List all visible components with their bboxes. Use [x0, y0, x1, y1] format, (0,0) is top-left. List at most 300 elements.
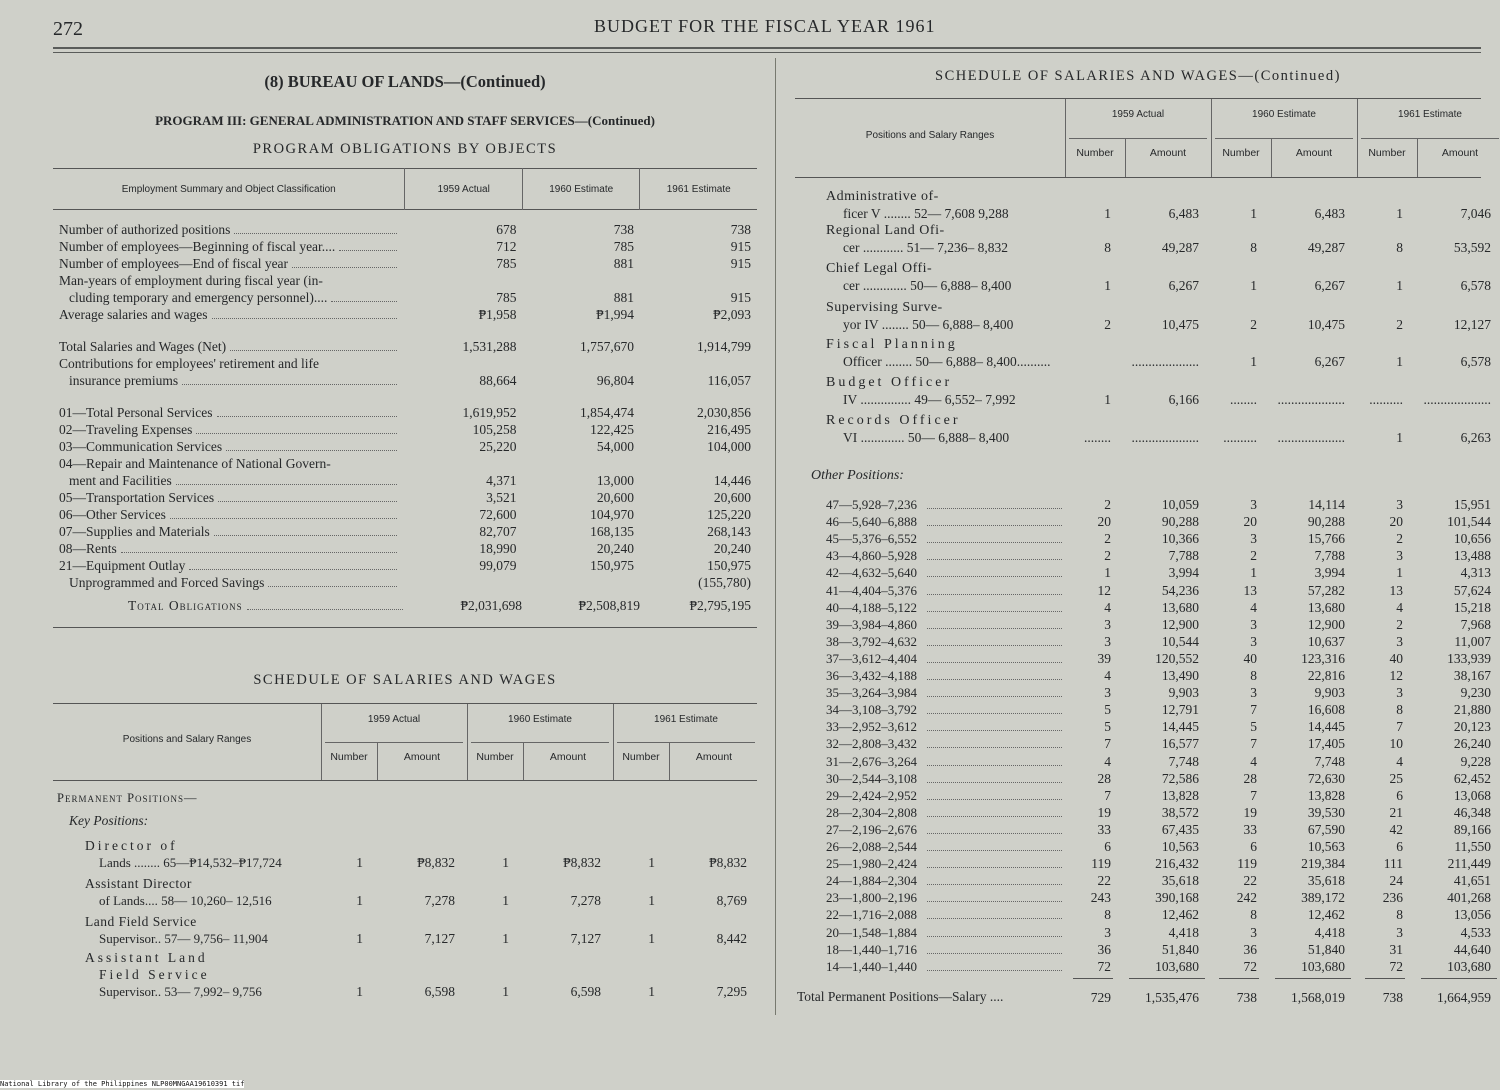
schedule-amount: 57,624 — [1453, 583, 1491, 598]
schedule-amount: 51,840 — [1161, 942, 1199, 957]
schedule-number: 8 — [1104, 907, 1111, 922]
schedule-amount: 13,488 — [1453, 548, 1491, 563]
obj-header-classification: Employment Summary and Object Classification — [53, 169, 405, 210]
schedule-amount: 4,418 — [1168, 925, 1199, 940]
other-position-row — [826, 942, 1062, 958]
schedule-amount: 14,445 — [1307, 719, 1345, 734]
obj-row-value: 1,757,670 — [579, 338, 634, 354]
schedule-amount: 7,788 — [1314, 548, 1345, 563]
schedule-number: 3 — [1104, 925, 1111, 940]
other-position-range: 26—2,088–2,544 — [826, 839, 917, 854]
obj-row-value: (155,780) — [698, 574, 751, 590]
obj-header-1961: 1961 Estimate — [666, 183, 731, 195]
schedule-amount: 26,240 — [1453, 736, 1491, 751]
schedule-number: 8 — [1396, 702, 1403, 717]
schedule-number: 3 — [1250, 531, 1257, 546]
obj-row-value — [405, 574, 523, 591]
obj-row-label: Number of employees—End of fiscal year — [59, 255, 289, 271]
obj-row-value: 2,030,856 — [697, 404, 751, 420]
schedule-number: 8 — [1104, 240, 1111, 255]
total-rule — [1275, 978, 1351, 979]
schedule-amount: 72,630 — [1307, 771, 1345, 786]
schedule-amount: 16,608 — [1307, 702, 1345, 717]
schedule-number: 3 — [1396, 497, 1403, 512]
schedule-amount: 10,656 — [1453, 531, 1491, 546]
total-1960: ₱2,508,819 — [578, 598, 640, 613]
obj-header-1959: 1959 Actual — [405, 169, 523, 210]
schedule-header-subrule — [1361, 138, 1499, 139]
obj-row-value: 88,664 — [479, 372, 517, 388]
schedule-amount: 15,766 — [1307, 531, 1345, 546]
schedule-amount: 101,544 — [1447, 514, 1491, 529]
schedule-amount: 120,552 — [1155, 651, 1199, 666]
schedule-header-year: 1960 Estimate — [508, 714, 572, 725]
obj-row-label: 02—Traveling Expenses — [59, 421, 193, 437]
schedule-amount: 57,282 — [1307, 583, 1345, 598]
other-position-range: 39—3,984–4,860 — [826, 617, 917, 632]
other-position-range: 28—2,304–2,808 — [826, 805, 917, 820]
other-position-row — [826, 668, 1062, 684]
obj-row-label: 01—Total Personal Services — [59, 404, 213, 420]
obj-row-value: 712 — [496, 238, 517, 254]
obj-row-value: 82,707 — [479, 523, 517, 539]
schedule-number: 6 — [1104, 839, 1111, 854]
obj-row-label: ment and Facilities — [69, 472, 172, 488]
other-position-row — [826, 771, 1062, 787]
other-position-range: 47—5,928–7,236 — [826, 497, 917, 512]
obj-row-value: 20,600 — [713, 489, 751, 505]
obj-row — [53, 289, 757, 306]
schedule-amount: 13,068 — [1453, 788, 1491, 803]
other-position-range: 23—1,800–2,196 — [826, 890, 917, 905]
schedule-number: 3 — [1250, 634, 1257, 649]
schedule-amount: 389,172 — [1301, 890, 1345, 905]
schedule-header-number: Number — [1368, 147, 1406, 159]
schedule-amount: 35,618 — [1307, 873, 1345, 888]
obj-header-1960: 1960 Estimate — [522, 169, 640, 210]
schedule-number: 12 — [1097, 583, 1111, 598]
obj-row-value: 1,531,288 — [462, 338, 517, 354]
other-positions-label: Other Positions: — [811, 468, 904, 483]
schedule-amount: 6,263 — [1460, 430, 1491, 445]
schedule-number: 4 — [1396, 754, 1403, 769]
obj-row-value: 268,143 — [707, 523, 751, 539]
schedule-number: 242 — [1236, 890, 1257, 905]
obj-row — [53, 372, 757, 389]
schedule-number: 111 — [1383, 856, 1403, 871]
schedule-number: 1 — [1250, 278, 1257, 293]
schedule-amount: ₱8,832 — [709, 855, 747, 870]
obj-row — [53, 506, 757, 523]
obj-row-value: ₱2,093 — [713, 306, 751, 322]
other-position-row — [826, 651, 1062, 667]
schedule-number: 1 — [1396, 430, 1403, 445]
schedule-number: 19 — [1097, 805, 1111, 820]
schedule-amount: 401,268 — [1447, 890, 1491, 905]
header-rule-2 — [53, 52, 1481, 53]
obj-row-value: 785 — [496, 289, 517, 305]
obj-row-value — [640, 272, 757, 289]
obj-row-value: 168,135 — [590, 523, 634, 539]
schedule-amount: 90,288 — [1161, 514, 1199, 529]
obj-row-value: 13,000 — [596, 472, 634, 488]
obj-row-label: 03—Communication Services — [59, 438, 223, 454]
other-position-row — [826, 925, 1062, 941]
obj-row-value — [405, 272, 523, 289]
obj-row — [53, 272, 757, 289]
schedule-amount: 13,056 — [1453, 907, 1491, 922]
schedule-amount: 62,452 — [1453, 771, 1491, 786]
schedule-amount: 4,533 — [1460, 925, 1491, 940]
other-position-row — [826, 514, 1062, 530]
schedule-number: 1 — [1396, 206, 1403, 221]
schedule-header-year: 1961 Estimate — [654, 714, 718, 725]
schedule-number: 1 — [1104, 392, 1111, 407]
schedule-amount: 9,230 — [1460, 685, 1491, 700]
schedule-number: 243 — [1090, 890, 1111, 905]
schedule-amount: 133,939 — [1447, 651, 1491, 666]
obj-row-label: 06—Other Services — [59, 506, 166, 522]
schedule-amount: 1,568,019 — [1291, 990, 1345, 1005]
schedule-amount: 6,483 — [1168, 206, 1199, 221]
schedule-amount: 14,445 — [1161, 719, 1199, 734]
schedule-amount: 7,046 — [1460, 206, 1491, 221]
schedule-header-subrule — [1215, 138, 1353, 139]
schedule-amount: 49,287 — [1161, 240, 1199, 255]
other-position-row — [826, 565, 1062, 581]
schedule-number: 3 — [1104, 617, 1111, 632]
schedule-number: 6 — [1396, 788, 1403, 803]
schedule-amount: 3,994 — [1314, 565, 1345, 580]
other-position-row — [826, 719, 1062, 735]
schedule-amount: 103,680 — [1447, 959, 1491, 974]
obj-row-value — [522, 272, 640, 289]
key-position-title: Director of — [85, 838, 178, 853]
other-position-row — [826, 959, 1062, 975]
schedule-amount: 11,007 — [1454, 634, 1491, 649]
schedule-amount: 7,278 — [570, 893, 601, 908]
schedule-number: 33 — [1243, 822, 1257, 837]
other-position-range: 46—5,640–6,888 — [826, 514, 917, 529]
schedule-number: 1 — [1104, 565, 1111, 580]
schedule-amount: 39,530 — [1307, 805, 1345, 820]
left-schedule-header — [53, 703, 757, 781]
obj-row-label: Total Salaries and Wages (Net) — [59, 338, 227, 354]
other-position-range: 14—1,440–1,440 — [826, 959, 917, 974]
schedule-number: 729 — [1090, 990, 1111, 1005]
obj-row — [53, 255, 757, 272]
other-position-range: 40—4,188–5,122 — [826, 600, 917, 615]
schedule-number: 1 — [502, 855, 509, 870]
schedule-amount: 6,267 — [1314, 354, 1345, 369]
schedule-number: 72 — [1243, 959, 1257, 974]
obj-row-value: 150,975 — [590, 557, 634, 573]
schedule-number: 1 — [1250, 206, 1257, 221]
schedule-number: 4 — [1104, 668, 1111, 683]
schedule-header-amount: Amount — [695, 751, 733, 763]
column-divider — [775, 58, 776, 1015]
schedule-amount: 13,828 — [1307, 788, 1345, 803]
schedule-amount: 103,680 — [1301, 959, 1345, 974]
obligations-table — [53, 168, 757, 591]
other-position-range: 35—3,264–3,984 — [826, 685, 917, 700]
other-position-row — [826, 600, 1062, 616]
obj-row-value — [640, 455, 757, 472]
schedule-amount: .................... — [1131, 354, 1199, 369]
obj-row-label: Number of authorized positions — [59, 221, 231, 237]
schedule-amount: 10,563 — [1307, 839, 1345, 854]
other-position-row — [826, 754, 1062, 770]
schedule-amount: 20,123 — [1453, 719, 1491, 734]
schedule-number: 20 — [1389, 514, 1403, 529]
schedule-amount: 4,418 — [1314, 925, 1345, 940]
schedule-number: 2 — [1104, 317, 1111, 332]
schedule-number: 7 — [1250, 736, 1257, 751]
total-rule — [1421, 978, 1497, 979]
schedule-number: 20 — [1243, 514, 1257, 529]
schedule-number: 1 — [648, 855, 655, 870]
obj-row-value: 1,914,799 — [697, 338, 751, 354]
schedule-amount: 10,544 — [1161, 634, 1199, 649]
schedule-number: 6 — [1250, 839, 1257, 854]
obj-row-value: 20,240 — [713, 540, 751, 556]
other-position-range: 25—1,980–2,424 — [826, 856, 917, 871]
schedule-number: 1 — [502, 893, 509, 908]
obj-row-label: cluding temporary and emergency personnel).... — [69, 289, 328, 305]
schedule-number: 738 — [1382, 990, 1403, 1005]
obj-row — [53, 455, 757, 472]
schedule-amount: 10,059 — [1161, 497, 1199, 512]
other-position-row — [826, 856, 1062, 872]
schedule-number: 20 — [1097, 514, 1111, 529]
schedule-amount: 9,903 — [1314, 685, 1345, 700]
key-position-title: Assistant Director — [85, 876, 192, 891]
header-rule — [53, 47, 1481, 49]
key-position-range: ficer V ........ 52— 7,608 9,288 — [843, 206, 1009, 221]
schedule-number: 39 — [1097, 651, 1111, 666]
obj-row-value: 99,079 — [479, 557, 517, 573]
obj-row-label: Number of employees—Beginning of fiscal year.... — [59, 238, 336, 254]
obj-row — [53, 421, 757, 438]
other-position-range: 41—4,404–5,376 — [826, 583, 917, 598]
schedule-amount: 13,828 — [1161, 788, 1199, 803]
schedule-number: 1 — [356, 893, 363, 908]
obj-row — [53, 489, 757, 506]
key-position-title: Land Field Service — [85, 914, 197, 929]
schedule-number: 1 — [648, 984, 655, 999]
schedule-amount: ₱8,832 — [563, 855, 601, 870]
schedule-amount: 3,994 — [1168, 565, 1199, 580]
schedule-number: 36 — [1243, 942, 1257, 957]
right-schedule-header — [795, 98, 1481, 178]
other-position-row — [826, 634, 1062, 650]
schedule-number: 22 — [1097, 873, 1111, 888]
total-rule — [1073, 978, 1113, 979]
schedule-amount: 8,769 — [716, 893, 747, 908]
total-rule — [1365, 978, 1405, 979]
obj-row-label: 04—Repair and Maintenance of National Govern- — [59, 455, 331, 471]
schedule-number: 3 — [1250, 617, 1257, 632]
schedule-number: 8 — [1396, 240, 1403, 255]
obj-row-value: 116,057 — [707, 372, 751, 388]
obj-row-value: 122,425 — [590, 421, 634, 437]
schedule-number: 5 — [1250, 719, 1257, 734]
schedule-amount: 7,127 — [570, 931, 601, 946]
other-position-range: 43—4,860–5,928 — [826, 548, 917, 563]
schedule-number: 1 — [1250, 565, 1257, 580]
schedule-amount: 54,236 — [1161, 583, 1199, 598]
schedule-amount: 6,483 — [1314, 206, 1345, 221]
other-position-range: 36—3,432–4,188 — [826, 668, 917, 683]
key-position-range: Supervisor.. 57— 9,756– 11,904 — [99, 931, 268, 946]
schedule-number: 4 — [1396, 600, 1403, 615]
schedule-header-number: Number — [1076, 147, 1114, 159]
scan-footer: National Library of the Philippines NLP00MNGAA19610391 tif — [0, 1080, 245, 1088]
other-position-row — [826, 788, 1062, 804]
schedule-amount: 10,366 — [1161, 531, 1199, 546]
schedule-number: 1 — [1396, 278, 1403, 293]
schedule-number: 33 — [1097, 822, 1111, 837]
schedule-amount: 67,590 — [1307, 822, 1345, 837]
obj-row-value: 54,000 — [596, 438, 634, 454]
obj-row-value: 20,240 — [596, 540, 634, 556]
schedule-header-positions: Positions and Salary Ranges — [122, 734, 252, 745]
key-positions-label: Key Positions: — [69, 813, 149, 828]
schedule-title-left: SCHEDULE OF SALARIES AND WAGES — [253, 672, 557, 688]
schedule-title-right: SCHEDULE OF SALARIES AND WAGES—(Continued) — [935, 68, 1341, 84]
schedule-number: 42 — [1389, 822, 1403, 837]
obj-row-value: 738 — [613, 221, 634, 237]
obj-row-value: 20,600 — [596, 489, 634, 505]
obj-row-value: 25,220 — [479, 438, 517, 454]
obj-row-label: Unprogrammed and Forced Savings — [69, 574, 265, 590]
schedule-number: 119 — [1091, 856, 1111, 871]
key-position-title: Chief Legal Offi- — [826, 261, 933, 276]
schedule-amount: 21,880 — [1453, 702, 1491, 717]
schedule-amount: 6,267 — [1168, 278, 1199, 293]
other-position-row — [826, 702, 1062, 718]
obj-row-label: Average salaries and wages — [59, 306, 208, 322]
schedule-amount: 12,127 — [1453, 317, 1491, 332]
total-rule — [1219, 978, 1259, 979]
schedule-number: 13 — [1243, 583, 1257, 598]
schedule-number: 2 — [1250, 317, 1257, 332]
obj-row — [53, 210, 757, 238]
schedule-number: ........ — [1084, 430, 1111, 445]
obj-row-value: 881 — [613, 255, 634, 271]
key-position-range: Lands ........ 65—₱14,532–₱17,724 — [99, 855, 282, 870]
schedule-number: 1 — [1396, 565, 1403, 580]
other-position-range: 34—3,108–3,792 — [826, 702, 917, 717]
obj-row-value: 915 — [730, 255, 751, 271]
schedule-amount: 7,748 — [1168, 754, 1199, 769]
schedule-amount: 7,278 — [424, 893, 455, 908]
schedule-header-subrule — [325, 742, 463, 743]
schedule-amount: 8,442 — [716, 931, 747, 946]
schedule-header-amount: Amount — [403, 751, 441, 763]
schedule-number: 1 — [1104, 206, 1111, 221]
schedule-amount: 15,218 — [1453, 600, 1491, 615]
schedule-number: 7 — [1104, 788, 1111, 803]
obj-row-value — [522, 455, 640, 472]
key-position-range: Supervisor.. 53— 7,992– 9,756 — [99, 984, 262, 999]
obj-row — [53, 389, 757, 421]
schedule-amount: 1,664,959 — [1437, 990, 1491, 1005]
obj-row-label: 21—Equipment Outlay — [59, 557, 186, 573]
schedule-amount: .................... — [1277, 392, 1345, 407]
schedule-number: 1 — [502, 984, 509, 999]
schedule-number: 6 — [1396, 839, 1403, 854]
obj-row-value: 105,258 — [472, 421, 517, 437]
schedule-header-year: 1959 Actual — [367, 714, 421, 725]
key-position-range: VI ............. 50— 6,888– 8,400 — [843, 430, 1010, 445]
other-position-range: 32—2,808–3,432 — [826, 736, 917, 751]
schedule-amount: 7,295 — [716, 984, 747, 999]
key-position-title-cont: Field Service — [99, 967, 210, 982]
obj-row — [53, 238, 757, 255]
other-position-row — [826, 890, 1062, 906]
key-position-title: Budget Officer — [826, 375, 953, 390]
schedule-number: 1 — [648, 893, 655, 908]
schedule-amount: 13,680 — [1307, 600, 1345, 615]
schedule-number: 4 — [1250, 754, 1257, 769]
other-position-range: 37—3,612–4,404 — [826, 651, 917, 666]
schedule-header-amount: Amount — [1295, 147, 1333, 159]
key-position-title: Administrative of- — [826, 189, 939, 204]
schedule-amount: 211,449 — [1447, 856, 1491, 871]
schedule-header-number: Number — [330, 751, 368, 763]
schedule-number: 1 — [1396, 354, 1403, 369]
key-position-title: Supervising Surve- — [826, 300, 943, 315]
obj-row-label: 07—Supplies and Materials — [59, 523, 210, 539]
obj-row-value: 125,220 — [707, 506, 751, 522]
schedule-number: 10 — [1389, 736, 1403, 751]
other-position-range: 30—2,544–3,108 — [826, 771, 917, 786]
schedule-amount: 7,127 — [424, 931, 455, 946]
schedule-header-subrule — [471, 742, 609, 743]
schedule-amount: .................... — [1423, 392, 1491, 407]
obj-row-value: 4,371 — [486, 472, 517, 488]
obj-row — [53, 557, 757, 574]
schedule-amount: 216,432 — [1155, 856, 1199, 871]
other-position-range: 31—2,676–3,264 — [826, 754, 917, 769]
other-position-row — [826, 839, 1062, 855]
obj-row — [53, 523, 757, 540]
total-1959: ₱2,031,698 — [460, 598, 522, 613]
key-position-range: cer ............ 51— 7,236– 8,832 — [843, 240, 1008, 255]
other-position-range: 20—1,548–1,884 — [826, 925, 917, 940]
schedule-amount: 10,637 — [1307, 634, 1345, 649]
other-position-row — [826, 583, 1062, 599]
obligations-body — [53, 210, 757, 591]
obj-row-label: Man-years of employment during fiscal year (in- — [59, 272, 323, 288]
obj-row-value: 881 — [613, 289, 634, 305]
schedule-number: 7 — [1250, 702, 1257, 717]
schedule-number: 2 — [1396, 617, 1403, 632]
key-position-title: Assistant Land — [85, 950, 208, 965]
schedule-amount: 12,900 — [1307, 617, 1345, 632]
schedule-amount: 22,816 — [1307, 668, 1345, 683]
schedule-amount: 53,592 — [1453, 240, 1491, 255]
obj-row-value — [405, 455, 523, 472]
schedule-number: 28 — [1097, 771, 1111, 786]
other-position-row — [826, 873, 1062, 889]
obj-row-value: 104,000 — [707, 438, 751, 454]
obj-row-value: 678 — [496, 221, 517, 237]
schedule-number: 1 — [648, 931, 655, 946]
schedule-number: 36 — [1097, 942, 1111, 957]
other-position-range: 29—2,424–2,952 — [826, 788, 917, 803]
